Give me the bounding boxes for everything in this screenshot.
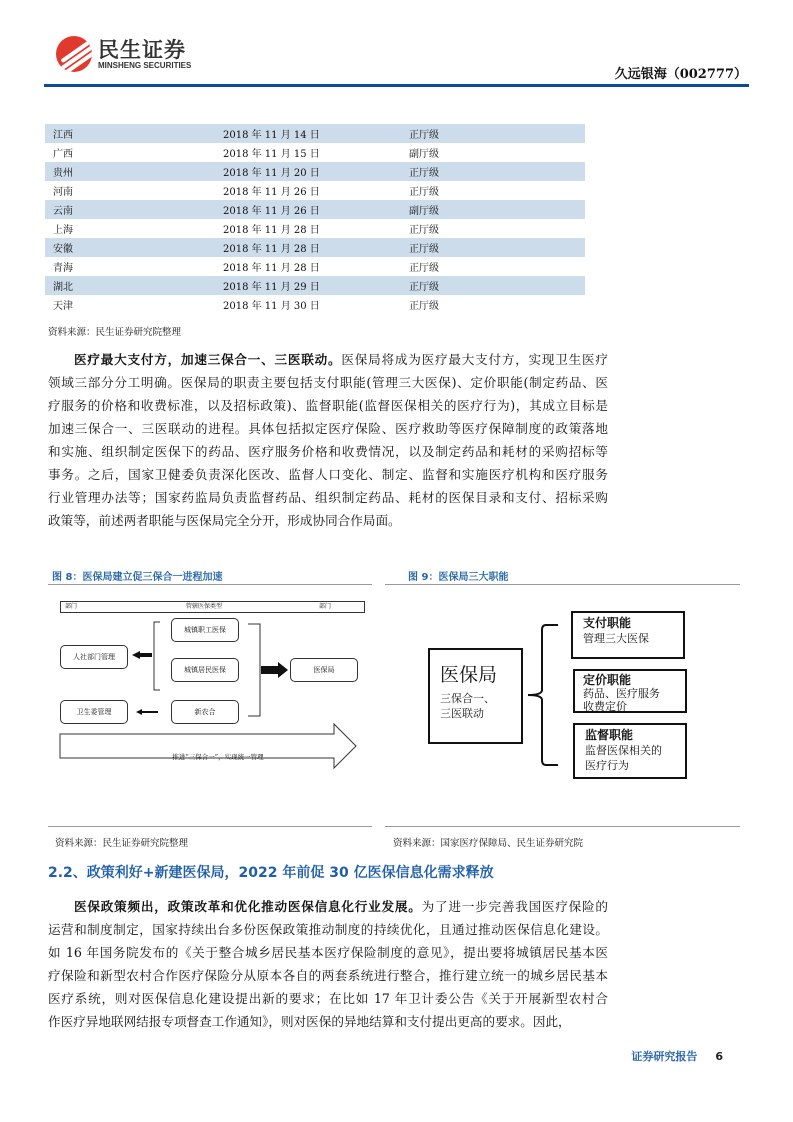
box-nhsa: 医保局: [290, 658, 358, 682]
box-ncms: 新农合: [171, 700, 239, 724]
level-cell: 正厅级: [401, 276, 585, 295]
text-line: [48, 371, 608, 394]
function-text: 医疗行为: [585, 759, 629, 772]
province-cell: 上海: [53, 225, 73, 236]
text-line: [48, 486, 608, 509]
province-cell: 云南: [45, 200, 215, 219]
line-text: 医疗系统，则对医保信息化建设提出新的要求；在比如 17 年卫计委公告《关于开展新型农村合: [48, 991, 608, 1006]
figure-9-title: 图 9：医保局三大职能: [408, 572, 509, 583]
level-cell: 副厅级: [401, 200, 585, 219]
header-mid: 管辖医保类型: [186, 603, 223, 610]
function-text: 收费定价: [583, 700, 627, 713]
main-sub-1: 三保合一、: [440, 692, 495, 705]
connector-arrows: [48, 590, 372, 770]
table-row: [45, 124, 585, 143]
table-row: [45, 257, 585, 276]
bold-lead: 医疗最大支付方，加速三保合一、三医联动。: [74, 352, 342, 367]
date-cell: 2018 年 11 月 28 日: [223, 225, 320, 236]
line-text: 加速三保合一、三医联动的进程。具体包括拟定医疗保险、医疗救助等医疗保障制度的政策落地: [48, 421, 608, 436]
figure-9-source: 资料来源：国家医疗保障局、民生证券研究院: [393, 838, 584, 849]
stock-name: 久远银海（002777）: [614, 67, 747, 82]
line-text: 行业管理办法等；国家药监局负责监督药品、组织制定药品、耗材的医保目录和支付、招标采购: [48, 490, 608, 505]
function-title: 监督职能: [585, 728, 634, 742]
function-text: 监督医保相关的: [585, 744, 662, 757]
table-source: 资料来源：民生证券研究院整理: [48, 327, 182, 338]
brand-logo: [56, 36, 191, 72]
province-cell: 天津: [53, 301, 73, 312]
table-row: [45, 219, 585, 238]
line-text: 疗服务的价格和收费标准，以及招标政策)、监督职能(监督医保相关的医疗行为)，其成立目标是: [48, 398, 608, 413]
header-rule: [44, 84, 749, 87]
text-line: [48, 987, 608, 1010]
table-row: [45, 276, 585, 295]
province-cell: 河南: [53, 187, 73, 198]
table-row: [45, 295, 585, 314]
province-cell: 湖北: [45, 276, 215, 295]
level-cell: 正厅级: [409, 301, 439, 312]
date-cell: 2018 年 11 月 26 日: [215, 200, 401, 219]
pricing-function-box: [573, 669, 687, 713]
line-text: 运营和制度制定，国家持续出台多份医保政策推动制度的持续优化，且通过推动医保信息化建设。: [48, 922, 608, 937]
paragraph-2: [48, 895, 608, 1033]
line-text: 和实施、组织制定医保下的药品、医疗服务价格和收费情况，以及制定药品和耗材的采购招标等: [48, 444, 608, 459]
function-title: 定价职能: [583, 673, 632, 687]
divider: [385, 584, 740, 585]
date-cell: 2018 年 11 月 28 日: [223, 263, 320, 274]
main-sub-2: 三医联动: [440, 707, 484, 720]
figure-8-diagram: [48, 590, 372, 770]
line-text: 作医疗异地联网结报专项督查工作通知》，则对医保的异地结算和支付提出更高的要求。因此，: [48, 1014, 571, 1029]
line-text: 疗保险和新型农村合作医疗保险分从原本各自的两套系统进行整合，推行建立统一的城乡居民基本: [48, 968, 608, 983]
footer-label: 证券研究报告: [631, 1050, 698, 1063]
level-cell: 正厅级: [409, 225, 439, 236]
text-line: [48, 394, 608, 417]
text-line: [48, 509, 608, 532]
logo-text-cn: 民生证券: [98, 37, 186, 62]
header-left: 部门: [65, 603, 78, 610]
page-number: 6: [715, 1050, 723, 1063]
line-text: 事务。之后，国家卫健委负责深化医改、监督人口变化、制定、监督和实施医疗机构和医疗服务: [48, 467, 608, 482]
date-cell: 2018 年 11 月 30 日: [223, 301, 320, 312]
table-row: [45, 200, 585, 219]
province-cell: 贵州: [45, 162, 215, 181]
date-cell: 2018 年 11 月 26 日: [223, 187, 320, 198]
header-right: 部门: [319, 603, 332, 610]
figure-9-diagram: [400, 600, 740, 780]
box-hr-dept: 人社部门管理: [60, 645, 128, 669]
function-text: 药品、医疗服务: [583, 687, 660, 700]
box-urban-employee: 城镇职工医保: [171, 618, 239, 642]
paragraph-1: [48, 348, 608, 532]
text-line: [48, 895, 608, 918]
province-cell: 安徽: [45, 238, 215, 257]
level-cell: 正厅级: [409, 263, 439, 274]
text-line: [48, 463, 608, 486]
text-line: [48, 440, 608, 463]
level-cell: 正厅级: [401, 162, 585, 181]
section-heading: 2.2、政策利好+新建医保局，2022 年前促 30 亿医保信息化需求释放: [48, 865, 494, 881]
date-cell: 2018 年 11 月 29 日: [215, 276, 401, 295]
text-line: [48, 417, 608, 440]
province-cell: 青海: [53, 263, 73, 274]
divider: [48, 826, 372, 827]
text-line: [48, 1010, 608, 1033]
level-cell: 正厅级: [401, 238, 585, 257]
table-row: [45, 181, 585, 200]
table-row: [45, 238, 585, 257]
divider: [48, 584, 372, 585]
main-title: 医保局: [440, 664, 498, 686]
function-title: 支付职能: [583, 616, 632, 630]
payment-function-box: [571, 611, 685, 659]
level-cell: 正厅级: [409, 187, 439, 198]
table-row: [45, 143, 585, 162]
divider: [385, 826, 740, 827]
date-cell: 2018 年 11 月 28 日: [215, 238, 401, 257]
figure-8-source: 资料来源：民生证券研究院整理: [55, 838, 189, 849]
date-cell: 2018 年 11 月 20 日: [215, 162, 401, 181]
box-urban-resident: 城镇居民医保: [171, 658, 239, 682]
province-cell: 广西: [53, 149, 73, 160]
level-cell: 副厅级: [409, 149, 439, 160]
line-text: 领域三部分分工明确。医保局的职责主要包括支付职能(管理三大医保)、定价职能(制定药品、医: [48, 375, 608, 390]
level-cell: 正厅级: [401, 124, 585, 143]
supervision-function-box: [573, 723, 687, 779]
nhsa-main-box: [428, 648, 523, 744]
date-cell: 2018 年 11 月 15 日: [223, 149, 320, 160]
text-line: [48, 964, 608, 987]
line-text: 政策等，前述两者职能与医保局完全分开，形成协同合作局面。: [48, 513, 401, 528]
function-text: 管理三大医保: [583, 632, 649, 645]
line-text: 为了进一步完善我国医疗保险的: [421, 899, 608, 914]
bold-lead: 医保政策频出，政策改革和优化推动医保信息化行业发展。: [74, 899, 422, 914]
footer: [631, 1048, 723, 1064]
text-line: [48, 941, 608, 964]
text-line: [48, 348, 608, 371]
logo-text-en: MINSHENG SECURITIES: [98, 60, 192, 70]
table-row: [45, 162, 585, 181]
date-cell: 2018 年 11 月 14 日: [215, 124, 401, 143]
box-health-commission: 卫生委管理: [60, 700, 128, 724]
province-cell: 江西: [45, 124, 215, 143]
logo-mark-icon: [56, 36, 92, 72]
province-table: [45, 124, 585, 314]
big-arrow-label: 推进“三保合一”，实现统一管理: [172, 753, 264, 761]
line-text: 医保局将成为医疗最大支付方，实现卫生医疗: [341, 352, 608, 367]
text-line: [48, 918, 608, 941]
figure-8-title: 图 8：医保局建立促三保合一进程加速: [52, 572, 223, 583]
line-text: 如 16 年国务院发布的《关于整合城乡居民基本医疗保险制度的意见》，提出要将城镇居民基本医: [48, 945, 608, 960]
